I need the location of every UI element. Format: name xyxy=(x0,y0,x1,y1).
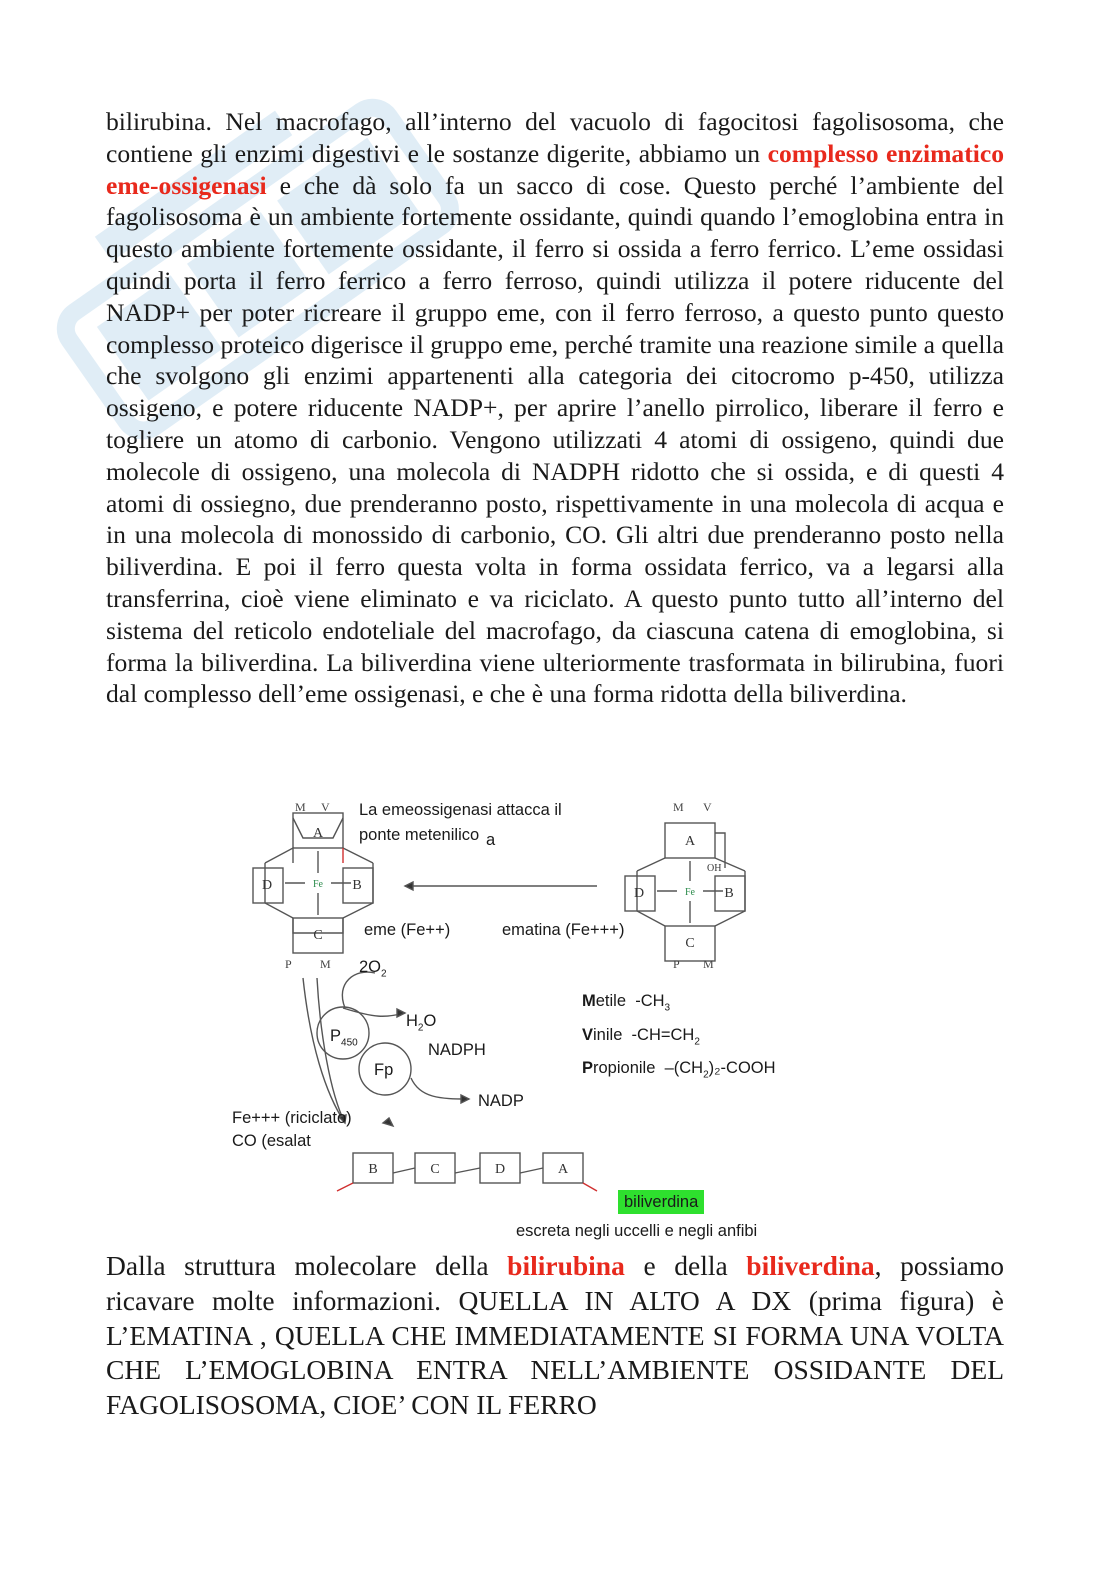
ring-a-left: A xyxy=(312,826,324,841)
figure-caption-a: a xyxy=(486,831,496,849)
chain-ring-b: B xyxy=(368,1162,378,1177)
svg-text:OH: OH xyxy=(707,863,722,874)
escreta-caption: escreta negli uccelli e negli anfibi xyxy=(516,1222,758,1240)
chain-ring-d: D xyxy=(494,1162,506,1177)
chain-ring-a: A xyxy=(557,1162,569,1177)
sub-p-left: P xyxy=(285,957,292,971)
ring-d-right: D xyxy=(633,886,645,901)
nadph-label: NADPH xyxy=(428,1041,486,1059)
text-run: e che dà solo fa un sacco di cose. Questo perché l’ambiente del fagolisosoma è un ambiente fortemente ossidante, quindi quando l’emoglobina entra in questo ambiente fortemente ossidante, il ferro si ossida a ferro ferrico. L’eme ossidasi quindi porta il ferro ferrico a ferro ferroso, quindi utilizza il potere riducente del NADP+ per poter ricreare il gruppo eme, con il ferro ferroso, a questo punto questo complesso proteico digerisce il gruppo eme, perché tramite una reazione simile a quella che svolgono gli enzimi appartenenti alla categoria dei citocromo p-450, utilizza ossigeno, e potere riducente NADP+, per aprire l’anello pirrolico, liberare il ferro e togliere un atomo di carbonio. Vengono utilizzati 4 atomi di ossigeno, quindi due molecole di ossigeno, una molecola di NADPH ridotto che si ossida, e di questi 4 atomi di ossiegno, due prenderanno posto, rispettivamente in una molecola di acqua e in una molecola di monossido di carbonio, CO. Gli altri due prenderanno posto nella biliverdina. E poi il ferro questa volta in forma ossidata ferrico, va a legarsi alla transferrina, cioè viene eliminato e va riciclato. A questo punto tutto all’interno del sistema del reticolo endoteliale del macrofago, da ciascuna catena di emoglobina, si forma la biliverdina. La biliverdina viene ulteriormente trasformata in bilirubina, fuori dal complesso dell’eme ossigenasi, e che è una forma ridotta della biliverdina. xyxy=(106,170,1004,709)
o2-label: $2O_2$ xyxy=(359,958,387,980)
legend-row: Vinile $-CH=CH_2$ xyxy=(582,1026,700,1048)
fe-riciclato-label: Fe+++ (riciclato) xyxy=(232,1109,352,1127)
svg-text:Fe: Fe xyxy=(313,879,323,890)
ring-c-right: C xyxy=(685,936,695,951)
svg-text:Fe: Fe xyxy=(685,887,695,898)
p450-label: $P_{450}$ xyxy=(330,1027,358,1049)
fp-label: Fp xyxy=(374,1061,394,1079)
figure-caption-line2: ponte metenilico xyxy=(359,826,480,844)
highlighted-term: biliverdina xyxy=(746,1250,875,1281)
ring-b-right: B xyxy=(724,886,734,901)
highlighted-term: bilirubina xyxy=(507,1250,625,1281)
sub-m-left-bottom: M xyxy=(320,957,331,971)
biliverdina-label: biliverdina xyxy=(618,1190,704,1214)
svg-text:M: M xyxy=(703,957,714,971)
text-run: bilirubina. Nel macrofago, all’interno del vacuolo di fagocitosi fagolisosoma, che contiene gli enzimi digestivi e le sostanze digerite, abbiamo un xyxy=(106,107,1004,168)
paragraph-heme-oxygenase xyxy=(106,106,1004,710)
text-run: e della xyxy=(624,1250,747,1281)
nadp-label: NADP xyxy=(478,1092,524,1110)
text-run: , possiamo ricavare molte informazioni. QUELLA IN ALTO A DX (prima figura) è L’EMATINA , QUELLA CHE IMMEDIATAMENTE SI FORMA UNA VOLTA CHE L’EMOGLOBINA ENTRA NELL’AMBIENTE OSSIDANTE DEL FAGOLISOSOMA, CIOE’ CON IL FERRO xyxy=(106,1250,1004,1421)
legend-row: Metile $-CH_3$ xyxy=(582,992,671,1014)
eme-label: eme (Fe++) xyxy=(364,921,451,939)
svg-text:P: P xyxy=(673,957,680,971)
highlighted-term: complesso enzimatico eme-ossigenasi xyxy=(106,138,1004,200)
legend-row: Propionile $-(CH_2)_2$-COOH xyxy=(582,1059,776,1081)
text-run: Dalla struttura molecolare della xyxy=(106,1250,508,1281)
co-esalat-label: CO (esalat xyxy=(232,1132,311,1150)
sub-v-left: V xyxy=(321,800,330,814)
sub-m-left: M xyxy=(295,800,306,814)
figure-caption-line1: La emeossigenasi attacca il xyxy=(359,801,562,819)
heme-degradation-figure xyxy=(225,793,815,1245)
ematina-label: ematina (Fe+++) xyxy=(502,921,625,939)
paragraph-molecular-structure xyxy=(106,1249,1004,1423)
ring-d-left: D xyxy=(261,878,273,893)
ring-a-right: A xyxy=(684,834,696,849)
h2o-label: $H_2O$ xyxy=(406,1012,437,1034)
ring-c-left: C xyxy=(313,928,323,943)
chain-ring-c: C xyxy=(430,1162,440,1177)
svg-text:M: M xyxy=(673,800,684,814)
svg-text:V: V xyxy=(703,800,712,814)
ring-b-left: B xyxy=(352,878,362,893)
